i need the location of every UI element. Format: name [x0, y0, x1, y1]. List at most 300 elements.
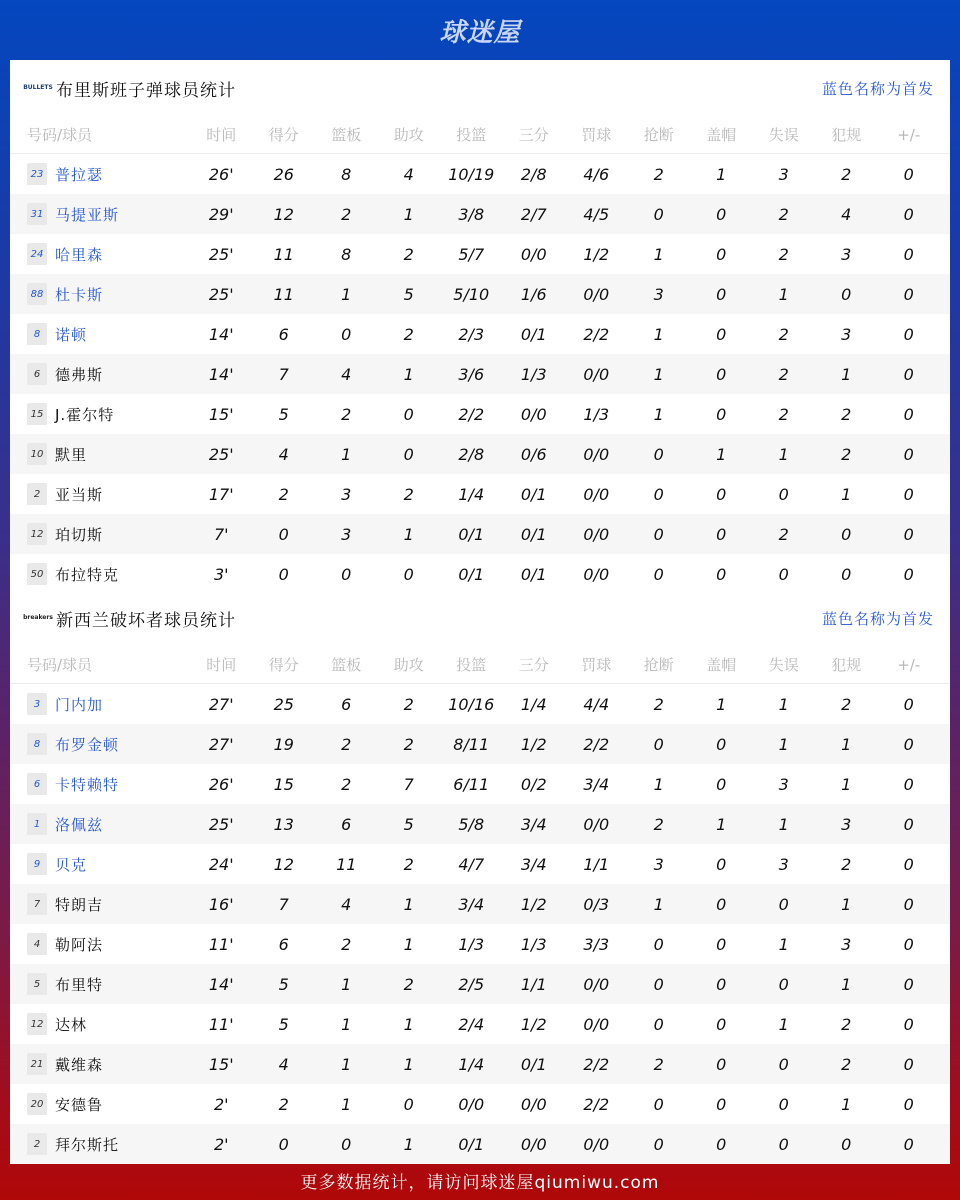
player-name[interactable]: 洛佩兹: [55, 815, 104, 834]
stat-cell: 2: [341, 204, 352, 224]
player-name[interactable]: 特朗吉: [55, 895, 104, 914]
team-section-breakers: [10, 590, 950, 1164]
player-row[interactable]: [10, 684, 950, 724]
stat-cell: 0: [653, 1094, 664, 1114]
stat-cell: 2/7: [520, 204, 547, 224]
footer-text: 更多数据统计，请访问球迷屋qiumiwu.com: [300, 1172, 660, 1193]
stat-cell: 0: [778, 894, 789, 914]
stat-cell: 0: [278, 564, 289, 584]
stat-cell: 14': [208, 324, 234, 344]
stat-cell: 29': [208, 204, 234, 224]
stat-cell: 0: [716, 934, 727, 954]
player-name[interactable]: 拜尔斯托: [55, 1135, 120, 1154]
player-name[interactable]: 普拉瑟: [55, 165, 104, 184]
stat-cell: 0: [716, 974, 727, 994]
stat-cell: 3/8: [458, 204, 485, 224]
stat-cell: 0: [653, 1014, 664, 1034]
stat-cell: 6/11: [453, 774, 490, 794]
stat-cell: 16': [208, 894, 234, 914]
column-header[interactable]: 助攻: [393, 126, 424, 144]
stat-cell: 0: [841, 564, 852, 584]
stat-cell: 26: [273, 164, 294, 184]
stat-cell: 0: [403, 1094, 414, 1114]
column-header[interactable]: +/-: [897, 655, 921, 674]
column-header[interactable]: 号码/球员: [27, 656, 93, 674]
stat-cell: 1: [778, 694, 789, 714]
player-row[interactable]: [10, 434, 950, 474]
stat-cell: 0/0: [583, 974, 610, 994]
jersey-number-badge: 6: [27, 363, 47, 385]
player-name[interactable]: 德弗斯: [55, 365, 104, 384]
stat-cell: 0/0: [520, 244, 547, 264]
stat-cell: 1/2: [583, 244, 610, 264]
column-header[interactable]: 投篮: [456, 656, 487, 674]
stat-cell: 5/8: [458, 814, 485, 834]
stat-cell: 1: [841, 974, 852, 994]
column-header[interactable]: 抢断: [643, 656, 674, 674]
stat-cell: 1/4: [520, 694, 547, 714]
stat-cell: 10/16: [448, 694, 495, 714]
stat-cell: 2: [841, 1014, 852, 1034]
stat-cell: 11': [208, 1014, 234, 1034]
jersey-number-badge: 7: [27, 893, 47, 915]
stat-cell: 0/0: [583, 1014, 610, 1034]
stat-cell: 1/2: [520, 734, 547, 754]
stat-cell: 1/6: [520, 284, 547, 304]
column-header[interactable]: 投篮: [456, 126, 487, 144]
player-row[interactable]: [10, 884, 950, 924]
stat-cell: 0/1: [458, 564, 485, 584]
stat-cell: 1/3: [520, 934, 547, 954]
player-name[interactable]: 戴维森: [55, 1055, 104, 1074]
player-row[interactable]: [10, 844, 950, 884]
top-bar: [0, 0, 960, 60]
jersey-number-badge: 31: [27, 203, 47, 225]
column-header[interactable]: 盖帽: [706, 126, 737, 144]
player-name[interactable]: 贝克: [55, 855, 88, 874]
player-row[interactable]: [10, 1124, 950, 1164]
stat-cell: 1: [841, 484, 852, 504]
stat-cell: 0/1: [520, 564, 547, 584]
stat-cell: 1: [653, 244, 664, 264]
stat-cell: 7: [278, 894, 289, 914]
stat-cell: 2: [341, 404, 352, 424]
stat-cell: 1/4: [458, 1054, 485, 1074]
jersey-number-badge: 8: [27, 733, 47, 755]
stat-cell: 1: [341, 1014, 352, 1034]
column-header[interactable]: 抢断: [643, 126, 674, 144]
player-name[interactable]: 达林: [55, 1015, 88, 1034]
stat-cell: 8: [341, 244, 352, 264]
stat-cell: 2/2: [583, 1054, 610, 1074]
stat-cell: 3: [841, 814, 852, 834]
stat-cell: 15': [208, 1054, 234, 1074]
team-title-row: [10, 590, 950, 646]
stat-cell: 0: [653, 934, 664, 954]
player-row[interactable]: [10, 474, 950, 514]
stat-cell: 0: [278, 524, 289, 544]
column-header[interactable]: 时间: [206, 126, 237, 144]
player-name[interactable]: 勒阿法: [55, 935, 104, 954]
jersey-number-badge: 12: [27, 1013, 47, 1035]
jersey-number-badge: 1: [27, 813, 47, 835]
stat-cell: 0: [716, 244, 727, 264]
stat-cell: 1: [778, 734, 789, 754]
stat-cell: 1: [778, 284, 789, 304]
team-logo-icon: BULLETS: [23, 84, 53, 91]
column-header[interactable]: 犯规: [831, 126, 862, 144]
stat-cell: 0: [716, 204, 727, 224]
stat-cell: 1: [403, 1134, 414, 1154]
stat-cell: 4/6: [583, 164, 610, 184]
stat-cell: 0: [716, 854, 727, 874]
stat-cell: 0: [716, 524, 727, 544]
stat-cell: 1: [841, 364, 852, 384]
stat-cell: 0: [778, 484, 789, 504]
player-name[interactable]: 马提亚斯: [55, 205, 120, 224]
stat-cell: 1: [716, 694, 727, 714]
stat-cell: 5: [278, 404, 289, 424]
jersey-number-badge: 23: [27, 163, 47, 185]
stat-cell: 1: [341, 284, 352, 304]
stat-cell: 19: [273, 734, 294, 754]
stat-cell: 3: [653, 284, 664, 304]
stat-cell: 15: [273, 774, 294, 794]
stat-cell: 1: [778, 1014, 789, 1034]
stat-cell: 0: [716, 484, 727, 504]
stat-cell: 2: [841, 1054, 852, 1074]
stat-cell: 4: [278, 1054, 289, 1074]
stat-cell: 0: [903, 734, 914, 754]
team-title-row: [10, 60, 950, 116]
stat-cell: 0: [716, 284, 727, 304]
player-row[interactable]: [10, 924, 950, 964]
stat-cell: 3': [213, 564, 229, 584]
stat-cell: 15': [208, 404, 234, 424]
player-row[interactable]: [10, 764, 950, 804]
column-header[interactable]: 失误: [768, 656, 799, 674]
stat-cell: 2: [653, 1054, 664, 1074]
stat-cell: 0/0: [583, 484, 610, 504]
stat-cell: 1: [403, 1014, 414, 1034]
jersey-number-badge: 9: [27, 853, 47, 875]
stat-cell: 27': [208, 734, 234, 754]
stat-cell: 0: [903, 244, 914, 264]
jersey-number-badge: 2: [27, 1133, 47, 1155]
stat-cell: 0: [903, 404, 914, 424]
stat-cell: 0: [778, 1134, 789, 1154]
stat-cell: 1/3: [458, 934, 485, 954]
stat-cell: 3: [841, 934, 852, 954]
stat-cell: 0/0: [583, 364, 610, 384]
stat-cell: 2: [341, 774, 352, 794]
jersey-number-badge: 6: [27, 773, 47, 795]
jersey-number-badge: 2: [27, 483, 47, 505]
stat-cell: 0/0: [458, 1094, 485, 1114]
player-name[interactable]: 安德鲁: [55, 1095, 104, 1114]
stat-cell: 11: [273, 244, 294, 264]
stat-cell: 0/0: [583, 814, 610, 834]
team-title: 布里斯班子弹球员统计: [56, 80, 236, 101]
stat-cell: 1/2: [520, 1014, 547, 1034]
stat-cell: 0: [903, 524, 914, 544]
stat-cell: 0: [716, 734, 727, 754]
stat-cell: 7': [213, 524, 229, 544]
column-header[interactable]: 盖帽: [706, 656, 737, 674]
player-row[interactable]: [10, 194, 950, 234]
stat-cell: 6: [278, 324, 289, 344]
stat-cell: 2: [778, 364, 789, 384]
stat-cell: 0/1: [458, 1134, 485, 1154]
stat-cell: 2: [278, 1094, 289, 1114]
stat-cell: 3: [778, 854, 789, 874]
stat-cell: 26': [208, 774, 234, 794]
stat-cell: 0/1: [520, 1054, 547, 1074]
stat-cell: 1: [341, 1054, 352, 1074]
stat-cell: 2: [403, 484, 414, 504]
stat-cell: 0: [903, 1054, 914, 1074]
column-header[interactable]: 篮板: [331, 126, 362, 144]
player-name[interactable]: 布罗金顿: [55, 735, 120, 754]
stat-cell: 0: [716, 364, 727, 384]
column-header[interactable]: 号码/球员: [27, 126, 93, 144]
stat-cell: 1: [403, 1054, 414, 1074]
stat-cell: 1: [716, 814, 727, 834]
stat-cell: 0: [716, 774, 727, 794]
stat-cell: 14': [208, 364, 234, 384]
column-header[interactable]: 助攻: [393, 656, 424, 674]
player-row[interactable]: [10, 234, 950, 274]
stat-cell: 5/7: [458, 244, 485, 264]
stat-cell: 1: [653, 404, 664, 424]
jersey-number-badge: 5: [27, 973, 47, 995]
stat-cell: 26': [208, 164, 234, 184]
jersey-number-badge: 50: [27, 563, 47, 585]
player-row[interactable]: [10, 1084, 950, 1124]
player-name[interactable]: 卡特赖特: [55, 775, 120, 794]
stat-cell: 0/0: [583, 1134, 610, 1154]
stat-cell: 3/6: [458, 364, 485, 384]
column-header[interactable]: 犯规: [831, 656, 862, 674]
stat-cell: 1: [841, 1094, 852, 1114]
jersey-number-badge: 3: [27, 693, 47, 715]
player-name[interactable]: 哈里森: [55, 245, 104, 264]
stat-cell: 2: [841, 854, 852, 874]
player-row[interactable]: [10, 554, 950, 594]
stat-cell: 0: [278, 1134, 289, 1154]
stat-cell: 14': [208, 974, 234, 994]
stat-cell: 17': [208, 484, 234, 504]
stat-cell: 3: [341, 524, 352, 544]
stat-cell: 5: [278, 974, 289, 994]
stat-cell: 0/0: [520, 404, 547, 424]
column-header[interactable]: 得分: [268, 126, 299, 144]
player-row[interactable]: [10, 964, 950, 1004]
stat-cell: 8/11: [453, 734, 490, 754]
stat-cell: 6: [341, 814, 352, 834]
stat-cell: 2: [841, 694, 852, 714]
jersey-number-badge: 4: [27, 933, 47, 955]
player-row[interactable]: [10, 354, 950, 394]
stat-cell: 0/1: [520, 524, 547, 544]
player-row[interactable]: [10, 1044, 950, 1084]
stat-cell: 0: [778, 564, 789, 584]
stat-cell: 25': [208, 284, 234, 304]
stat-cell: 24': [208, 854, 234, 874]
player-row[interactable]: [10, 394, 950, 434]
stat-cell: 2/4: [458, 1014, 485, 1034]
stat-cell: 6: [341, 694, 352, 714]
stat-cell: 1: [778, 444, 789, 464]
stat-cell: 1: [403, 524, 414, 544]
stat-cell: 0: [716, 1094, 727, 1114]
stat-cell: 1: [653, 894, 664, 914]
column-header[interactable]: 三分: [518, 656, 549, 674]
stat-cell: 1: [716, 164, 727, 184]
player-row[interactable]: [10, 1004, 950, 1044]
stat-cell: 0/2: [520, 774, 547, 794]
stat-cell: 10/19: [448, 164, 495, 184]
stat-cell: 3/4: [520, 854, 547, 874]
stat-cell: 4: [278, 444, 289, 464]
stat-cell: 2: [278, 484, 289, 504]
stat-cell: 2/2: [583, 1094, 610, 1114]
stat-cell: 2: [841, 444, 852, 464]
stat-cell: 0: [653, 734, 664, 754]
stat-cell: 3: [841, 244, 852, 264]
stat-cell: 0: [903, 1134, 914, 1154]
player-row[interactable]: [10, 514, 950, 554]
player-row[interactable]: [10, 274, 950, 314]
stat-cell: 1: [653, 324, 664, 344]
stat-cell: 0: [716, 1134, 727, 1154]
stat-cell: 2: [778, 204, 789, 224]
stat-cell: 0: [403, 564, 414, 584]
stat-cell: 1: [778, 934, 789, 954]
stat-cell: 4/7: [458, 854, 485, 874]
stat-cell: 3: [778, 164, 789, 184]
stat-cell: 2: [403, 974, 414, 994]
column-header-row: [10, 646, 950, 684]
stat-cell: 0/1: [458, 524, 485, 544]
stat-cell: 1: [841, 774, 852, 794]
column-header[interactable]: 得分: [268, 656, 299, 674]
team-logo-icon: breakers: [23, 614, 53, 621]
player-name[interactable]: J.霍尔特: [55, 405, 115, 424]
stat-cell: 0/0: [583, 444, 610, 464]
stat-cell: 0: [903, 854, 914, 874]
stat-cell: 0: [841, 1134, 852, 1154]
stat-cell: 1/3: [583, 404, 610, 424]
jersey-number-badge: 88: [27, 283, 47, 305]
stat-cell: 1/4: [458, 484, 485, 504]
stat-cell: 2': [213, 1094, 229, 1114]
stat-cell: 0: [903, 934, 914, 954]
player-name[interactable]: 默里: [55, 445, 88, 464]
stat-cell: 0: [653, 564, 664, 584]
jersey-number-badge: 8: [27, 323, 47, 345]
player-name[interactable]: 亚当斯: [55, 485, 104, 504]
jersey-number-badge: 24: [27, 243, 47, 265]
stat-cell: 2/3: [458, 324, 485, 344]
stat-cell: 2': [213, 1134, 229, 1154]
stat-cell: 0: [653, 484, 664, 504]
stat-cell: 0/0: [520, 1134, 547, 1154]
column-header[interactable]: 时间: [206, 656, 237, 674]
stat-cell: 0: [716, 894, 727, 914]
stat-cell: 3/4: [520, 814, 547, 834]
stat-cell: 0: [653, 1134, 664, 1154]
stat-cell: 2: [653, 814, 664, 834]
player-name[interactable]: 珀切斯: [55, 525, 104, 544]
stat-cell: 0: [903, 284, 914, 304]
column-header[interactable]: 罚球: [581, 656, 612, 674]
stat-cell: 1: [841, 894, 852, 914]
player-row[interactable]: [10, 724, 950, 764]
stat-cell: 0/3: [583, 894, 610, 914]
stat-cell: 2: [403, 854, 414, 874]
stat-cell: 2: [841, 404, 852, 424]
player-name[interactable]: 布里特: [55, 975, 104, 994]
stat-cell: 25: [273, 694, 294, 714]
jersey-number-badge: 12: [27, 523, 47, 545]
stat-cell: 0: [716, 324, 727, 344]
stat-cell: 1: [841, 734, 852, 754]
player-name[interactable]: 杜卡斯: [55, 285, 104, 304]
stat-cell: 27': [208, 694, 234, 714]
player-row[interactable]: [10, 804, 950, 844]
column-header[interactable]: 罚球: [581, 126, 612, 144]
column-header[interactable]: +/-: [897, 125, 921, 144]
column-header[interactable]: 篮板: [331, 656, 362, 674]
stat-cell: 0: [903, 444, 914, 464]
stat-cell: 0/0: [583, 564, 610, 584]
stat-cell: 5/10: [453, 284, 490, 304]
starter-legend: 蓝色名称为首发: [821, 609, 934, 628]
player-row[interactable]: [10, 154, 950, 194]
stat-cell: 1/1: [583, 854, 610, 874]
stat-cell: 0: [653, 204, 664, 224]
stat-cell: 3: [778, 774, 789, 794]
stat-cell: 3/3: [583, 934, 610, 954]
stat-cell: 0: [903, 1094, 914, 1114]
column-header[interactable]: 失误: [768, 126, 799, 144]
stat-cell: 0: [341, 1134, 352, 1154]
column-header[interactable]: 三分: [518, 126, 549, 144]
player-name[interactable]: 布拉特克: [55, 565, 120, 584]
stat-cell: 0: [341, 564, 352, 584]
stat-cell: 1: [716, 444, 727, 464]
footer-banner[interactable]: [0, 1160, 960, 1200]
stat-cell: 0/6: [520, 444, 547, 464]
stat-cell: 8: [341, 164, 352, 184]
stat-cell: 0: [903, 364, 914, 384]
stat-cell: 2: [341, 934, 352, 954]
player-row[interactable]: [10, 314, 950, 354]
stat-cell: 3: [841, 324, 852, 344]
player-name[interactable]: 门内加: [55, 695, 104, 714]
stat-cell: 3: [341, 484, 352, 504]
stat-cell: 5: [278, 1014, 289, 1034]
player-name[interactable]: 诺顿: [55, 325, 88, 344]
stat-cell: 0: [716, 404, 727, 424]
stat-cell: 0: [716, 564, 727, 584]
team-title: 新西兰破坏者球员统计: [56, 610, 236, 631]
stat-cell: 1: [341, 974, 352, 994]
stat-cell: 1/2: [520, 894, 547, 914]
stat-cell: 0: [653, 444, 664, 464]
stat-cell: 5: [403, 284, 414, 304]
